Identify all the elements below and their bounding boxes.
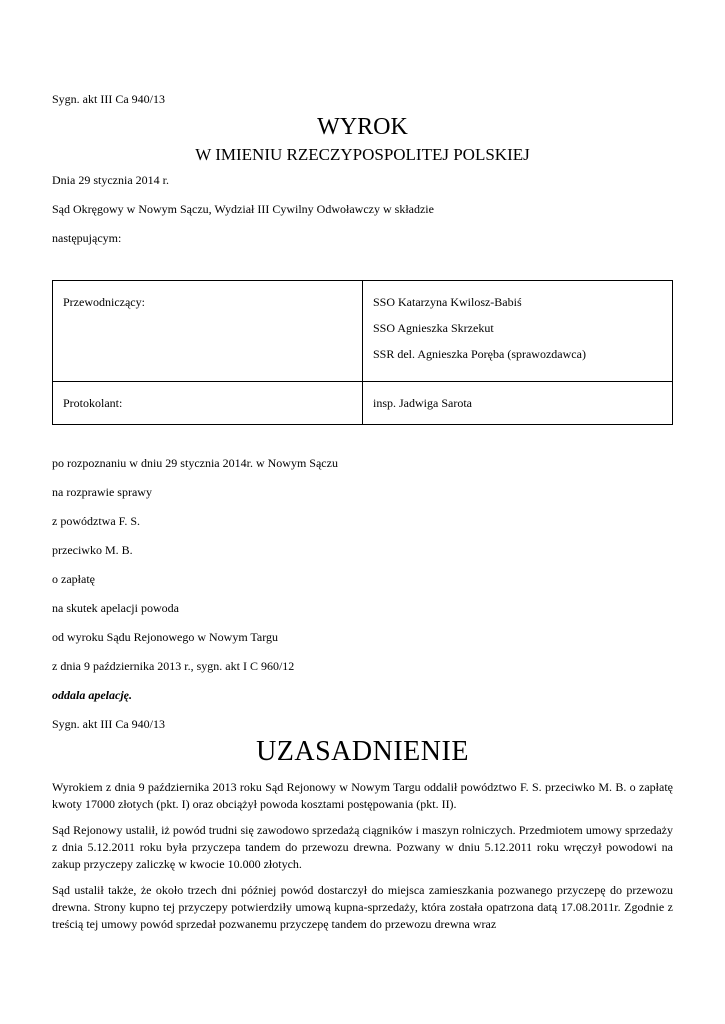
court-composition-continued: następującym:: [52, 231, 122, 245]
bench-table: [52, 280, 673, 425]
verdict: oddala apelację.: [52, 688, 132, 702]
case-reference-repeat: Sygn. akt III Ca 940/13: [52, 717, 165, 731]
clerk-label-cell: [53, 382, 363, 425]
justification-paragraph: Wyrokiem z dnia 9 października 2013 roku Sąd Rejonowy w Nowym Targu oddalił powództwo F. S. przeciwko M. B. o zapłatę kwoty 17000 złotych (pkt. I) oraz obciążył powoda kosztami postępowania (pkt. II).: [52, 780, 673, 811]
case-line: z powództwa F. S.: [52, 514, 141, 528]
case-line: przeciwko M. B.: [52, 543, 133, 557]
case-line: z dnia 9 października 2013 r., sygn. akt I C 960/12: [52, 659, 295, 673]
case-line: od wyroku Sądu Rejonowego w Nowym Targu: [52, 630, 279, 644]
clerk-cell: [363, 382, 673, 425]
justification-paragraph: Sąd Rejonowy ustalił, iż powód trudni się zawodowo sprzedażą ciągników i maszyn rolniczych. Przedmiotem umowy sprzedaży z dnia 5.12.2011 roku była przyczepa tandem do przewozu drewna. Pozwany w dniu 5.12.2011 roku wręczył powodowi na zakup przyczepy zaliczkę w kwocie 10.000 złotych.: [52, 823, 673, 871]
judge-name: SSO Katarzyna Kwilosz-Babiś: [373, 295, 522, 309]
judges-cell: [363, 281, 673, 382]
judgment-date: Dnia 29 stycznia 2014 r.: [52, 173, 169, 187]
clerk-label: Protokolant:: [63, 396, 123, 410]
case-line: o zapłatę: [52, 572, 95, 586]
justification-title: UZASADNIENIE: [256, 736, 469, 767]
justification-paragraph: Sąd ustalił także, że około trzech dni później powód dostarczył do miejsca zamieszkania pozwanego przyczepę do przewozu drewna. Strony kupno tej przyczepy potwierdziły umową kupna-sprzedaży, która została opatrzona datą 17.08.2011r. Zgodnie z treścią tej umowy powód sprzedał pozwanemu przyczepę tandem do przewozu drewna wraz: [52, 883, 673, 931]
judge-name: SSR del. Agnieszka Poręba (sprawozdawca): [373, 347, 586, 361]
chair-label: Przewodniczący:: [63, 295, 145, 309]
chair-label-cell: [53, 281, 363, 382]
document-title: WYROK: [317, 114, 408, 140]
case-line: na rozprawie sprawy: [52, 485, 152, 499]
clerk-name: insp. Jadwiga Sarota: [373, 396, 472, 410]
case-reference: Sygn. akt III Ca 940/13: [52, 92, 165, 106]
document-subtitle: W IMIENIU RZECZYPOSPOLITEJ POLSKIEJ: [195, 145, 530, 164]
case-line: na skutek apelacji powoda: [52, 601, 179, 615]
case-line: po rozpoznaniu w dniu 29 stycznia 2014r. w Nowym Sączu: [52, 456, 338, 470]
court-composition: Sąd Okręgowy w Nowym Sączu, Wydział III Cywilny Odwoławczy w składzie: [52, 202, 434, 216]
judge-name: SSO Agnieszka Skrzekut: [373, 321, 494, 335]
